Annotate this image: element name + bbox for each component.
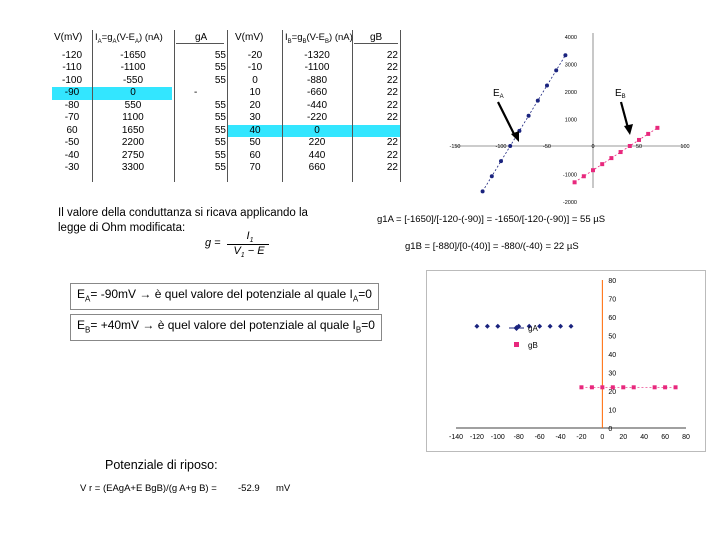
g1a-calculation: g1A = [-1650]/[-120-(-90)] = -1650/[-120-(-90)] = 55 µS	[377, 214, 606, 225]
iv-y-tick: 4000	[564, 35, 577, 41]
cell-v1: -110	[62, 62, 82, 73]
series-b-point	[646, 132, 650, 136]
series-b-point	[600, 162, 604, 166]
rest-title: Potenziale di riposo:	[105, 458, 218, 472]
ohm-line-2: legge di Ohm modificata:	[58, 222, 186, 234]
cell-v2: 0	[252, 74, 258, 86]
gb-point	[674, 385, 678, 389]
iv-x-tick: -50	[543, 144, 551, 150]
iv-y-tick: -1000	[562, 172, 577, 179]
cell-v2: 40	[249, 124, 261, 136]
g-x-tick: 0	[600, 434, 605, 441]
cell-ga: 55	[214, 74, 226, 86]
iv-y-tick: 1000	[564, 117, 577, 124]
cell-ib: -880	[306, 74, 327, 86]
gb-point	[663, 385, 667, 389]
series-b-point	[582, 174, 586, 178]
series-b-point	[573, 180, 577, 184]
cell-ia: -550	[122, 74, 143, 86]
g-y-tick: 60	[608, 315, 617, 322]
cell-gb: 22	[386, 62, 398, 73]
cell-ia: 0	[130, 87, 136, 98]
formula-g: g =	[205, 237, 221, 249]
series-a-point	[563, 53, 567, 57]
legend-gb: gB	[528, 341, 538, 350]
g-x-tick: -40	[555, 434, 566, 441]
iv-x-tick: -150	[449, 144, 461, 150]
cell-ga: 55	[214, 124, 226, 136]
iv-y-tick: -2000	[562, 200, 577, 206]
cell-v1: -80	[64, 99, 80, 111]
series-a-point	[554, 68, 558, 72]
iv-x-tick: 0	[591, 144, 595, 150]
header-ga: gA	[195, 32, 208, 43]
g1b-calculation: g1B = [-880]/[0-(40)] = -880/(-40) = 22 µS	[405, 241, 579, 252]
series-a-point	[481, 189, 485, 193]
series-a-point	[536, 99, 540, 103]
cell-v2: -20	[247, 49, 263, 61]
ea-definition-box: $E_A= -90mV$ → è quel valore del potenziale al quale $I_A=0$	[70, 283, 379, 310]
cell-gb: 22	[386, 99, 398, 111]
cell-ib: -220	[306, 112, 327, 123]
conductance-chart	[426, 270, 706, 452]
series-b-point	[609, 156, 613, 160]
iv-chart	[445, 28, 695, 206]
cell-ia: 2750	[121, 149, 145, 161]
header-ib: $I_B=g_B(V-E_B)$ (nA)	[285, 32, 353, 45]
series-b-point	[637, 138, 641, 142]
cell-ga: 55	[214, 62, 226, 73]
cell-ia: 1650	[121, 124, 145, 136]
cell-ib: -1320	[304, 49, 330, 61]
ohm-paragraph	[58, 206, 358, 236]
g-y-tick: 20	[608, 389, 617, 396]
cell-ga: -	[194, 87, 198, 98]
cell-ib: -660	[306, 87, 327, 98]
ohm-line-1: Il valore della conduttanza si ricava applicando la	[58, 207, 308, 219]
g-x-tick: 20	[619, 434, 628, 441]
gb-point	[611, 385, 615, 389]
series-a-point	[527, 114, 531, 118]
cell-gb: 22	[386, 112, 398, 123]
series-b-point	[619, 150, 623, 154]
eb-arrowhead	[624, 124, 633, 135]
series-a-point	[545, 84, 549, 88]
gb-point	[632, 385, 636, 389]
g-x-tick: 80	[682, 434, 690, 441]
series-b-line	[575, 128, 658, 182]
series-b-point	[628, 144, 632, 148]
g-x-tick: -120	[469, 434, 484, 441]
g-y-tick: 0	[608, 426, 613, 433]
gb-point	[600, 385, 604, 389]
iv-y-tick: 3000	[564, 62, 577, 69]
cell-ga: 55	[214, 99, 226, 111]
iv-x-tick: -100	[495, 144, 507, 150]
cell-ib: -440	[306, 99, 327, 111]
g-x-tick: -140	[448, 434, 464, 441]
formula-num: $I_1$	[246, 230, 254, 245]
series-a-point	[490, 174, 494, 178]
cell-v1: -70	[64, 112, 80, 123]
ea-arrow	[498, 102, 515, 136]
cell-gb: 22	[386, 149, 398, 161]
g-x-tick: 40	[640, 434, 649, 441]
header-ia: $I_A=g_A(V-E_A)$ (nA)	[95, 32, 163, 45]
cell-gb: 22	[386, 162, 398, 173]
cell-ia: 3300	[121, 162, 145, 173]
series-b-point	[655, 126, 659, 130]
ea-label: $E_A$	[493, 88, 504, 100]
gb-point	[621, 385, 625, 389]
rest-value: -52.9	[238, 483, 260, 494]
cell-ga: 55	[214, 149, 226, 161]
cell-v1: -50	[64, 137, 80, 148]
cell-ia: 550	[124, 99, 142, 111]
cell-gb: 22	[386, 74, 398, 86]
g-x-tick: 60	[661, 434, 669, 441]
cell-v2: 20	[249, 99, 261, 111]
g-x-tick: -20	[576, 434, 587, 441]
rest-formula: V r = (EAgA+E BgB)/(g A+g B) =	[80, 483, 217, 494]
header-v1: V(mV)	[54, 32, 83, 43]
cell-v1: 60	[66, 124, 78, 136]
eb-arrow	[621, 102, 628, 128]
cell-v2: 60	[249, 149, 261, 161]
cell-v2: 50	[249, 137, 261, 148]
cell-v1: -90	[64, 87, 80, 98]
g-y-tick: 10	[608, 407, 617, 415]
cell-ia: 2200	[121, 137, 145, 148]
header-gb: gB	[370, 32, 383, 43]
cell-v1: -100	[61, 74, 82, 86]
g-x-tick: -100	[490, 434, 505, 441]
cell-v2: -10	[247, 62, 263, 73]
cell-ga: 55	[214, 162, 226, 173]
cell-v1: -40	[64, 149, 80, 161]
series-a-point	[508, 144, 512, 148]
cell-ib: 220	[308, 137, 326, 148]
gb-point	[653, 385, 657, 389]
cell-gb: 22	[386, 137, 398, 148]
gb-point	[579, 385, 583, 389]
eb-label: $E_B$	[615, 88, 626, 100]
cell-v2: 10	[249, 87, 261, 98]
cell-v2: 70	[249, 162, 261, 173]
g-y-tick: 70	[608, 296, 617, 304]
g-x-tick: -80	[513, 434, 524, 441]
cell-v2: 30	[249, 112, 261, 123]
cell-ga: 55	[214, 49, 226, 61]
chart-frame	[427, 271, 706, 452]
header-v2: V(mV)	[235, 32, 264, 43]
cell-gb: 22	[386, 87, 398, 98]
legend-ga: gA	[528, 324, 538, 333]
cell-ga: 55	[214, 112, 226, 123]
g-y-tick: 80	[608, 278, 617, 285]
iv-x-tick: 100	[680, 144, 690, 150]
cell-ib: 660	[308, 162, 326, 173]
g-y-tick: 40	[608, 352, 617, 359]
g-x-tick: -60	[534, 434, 545, 441]
cell-ib: 0	[314, 124, 320, 136]
cell-ia: 1100	[122, 112, 144, 123]
cell-ia: -1100	[120, 62, 146, 73]
cell-ia: -1650	[120, 49, 146, 61]
iv-y-tick: 2000	[564, 90, 577, 96]
g-y-tick: 50	[608, 333, 617, 341]
cell-v1: -120	[61, 49, 82, 61]
series-b-point	[591, 168, 595, 172]
cell-gb	[354, 125, 398, 138]
g-y-tick: 30	[608, 370, 617, 378]
formula-den: $V_1 - E$	[233, 245, 265, 260]
eb-definition-box: $E_B= +40mV$ → è quel valore del potenziale al quale $I_B=0$	[70, 314, 382, 341]
series-a-point	[499, 159, 503, 163]
rest-unit: mV	[276, 483, 291, 494]
data-table	[52, 30, 402, 182]
cell-ib: -1100	[304, 62, 330, 73]
cell-ib: 440	[308, 149, 326, 161]
cell-ga: 55	[214, 137, 226, 148]
gb-point	[590, 385, 594, 389]
cell-v1: -30	[64, 162, 80, 173]
cell-gb: 22	[386, 49, 398, 61]
iv-x-tick: 50	[635, 144, 643, 150]
series-a-line	[483, 55, 566, 191]
